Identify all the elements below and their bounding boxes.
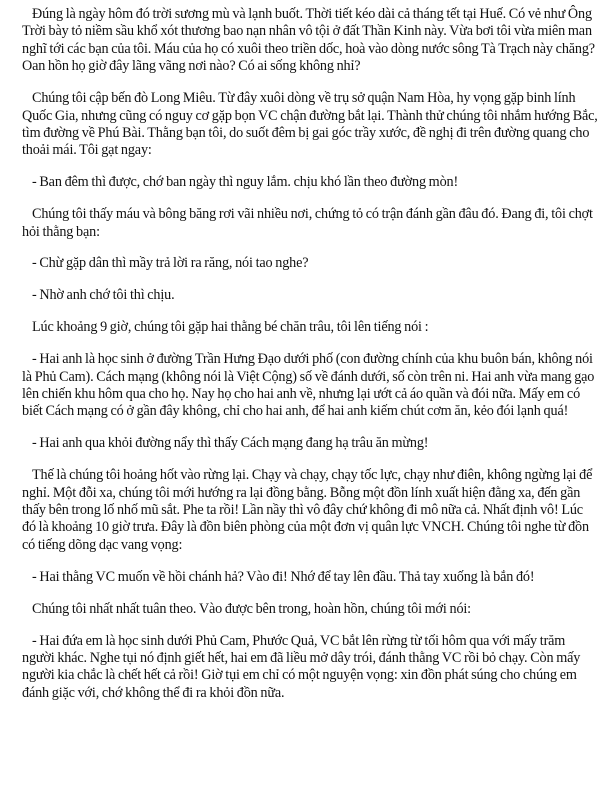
document-page	[22, 6, 598, 702]
paragraph-12: Chúng tôi nhất nhất tuân theo. Vào được bên trong, hoàn hồn, chúng tôi mới nói:	[32, 600, 471, 617]
paragraph-1: Đúng là ngày hôm đó trời sương mù và lạnh buốt. Thời tiết kéo dài cả tháng tết tại Huế. Có vẻ như Ông Trời bày tỏ niềm sầu khổ xót thương bao nạn nhân vô tội ở đất Thần Kinh này. Vừa bơi tôi vừa miên man nghĩ tới các bạn của tôi. Máu của họ có xuôi theo triền dốc, hoà vào dòng nước sông Tà Trạch này chăng? Oan hồn họ giờ đây lãng vãng nơi nào? Có ai sống không nhỉ?	[22, 6, 595, 75]
paragraph-3: - Ban đêm thì được, chớ ban ngày thì nguy lắm. chịu khó lần theo đường mòn!	[32, 174, 459, 191]
paragraph-2: Chúng tôi cập bến đò Long Miêu. Từ đây xuôi dòng về trụ sở quận Nam Hòa, hy vọng gặp binh lính Quốc Gia, nhưng cũng có nguy cơ gặp bọn VC chận đường bắt lại. Thành thử chúng tôi nhắm hướng Bắc, tìm đường về Phú Bài. Thằng bạn tôi, do suốt đêm bị gai góc trầy xước, đề nghị đi trên đường quang cho thoải mái. Tôi gạt ngay:	[22, 90, 598, 159]
paragraph-5: - Chừ gặp dân thì mầy trả lời ra răng, nói tao nghe?	[32, 255, 309, 272]
paragraph-10: Thế là chúng tôi hoảng hốt vào rừng lại. Chạy và chạy, chạy tốc lực, chạy như điên, không ngừng lại để nghỉ. Một đỗi xa, chúng tôi mới hướng ra lại đồng bằng. Bỗng một đồn lính xuất hiện đằng xa, đến gần thấy bên trong lố nhố mũ sắt. Phe ta rồi! Lần nầy thì vô đây chứ không đi mô nữa cả. Nhất định vô! Lúc đó là khoảng 10 giờ trưa. Đây là đồn biên phòng của một đơn vị quân lực VNCH. Chúng tôi nghe từ đồn có tiếng dõng dạc vang vọng:	[22, 467, 593, 553]
paragraph-4: Chúng tôi thấy máu và bông băng rơi vãi nhiều nơi, chứng tỏ có trận đánh gần đâu đó. Đang đi, tôi chợt hỏi thằng bạn:	[22, 206, 593, 240]
paragraph-11: - Hai thằng VC muốn về hồi chánh hả? Vào đi! Nhớ để tay lên đầu. Thả tay xuống là bắn đó!	[32, 568, 535, 585]
paragraph-13: - Hai đứa em là học sinh dưới Phủ Cam, Phước Quả, VC bắt lên rừng từ tối hôm qua với mấy trăm người khác. Nghe tụi nó định giết hết, hai em đã liều mở dây trói, đánh thằng VC rồi bỏ chạy. Còn mấy người kia chắc là chết hết cả rồi! Giờ tụi em chỉ có một nguyện vọng: xin đồn phát súng cho chúng em đánh giặc với, chớ không thể đi ra khỏi đồn nữa.	[22, 632, 581, 701]
paragraph-9: - Hai anh qua khỏi đường nẩy thì thấy Cách mạng đang hạ trâu ăn mừng!	[32, 435, 429, 452]
paragraph-6: - Nhờ anh chớ tôi thì chịu.	[32, 287, 175, 304]
paragraph-7: Lúc khoảng 9 giờ, chúng tôi gặp hai thằng bé chăn trâu, tôi lên tiếng nói :	[32, 319, 429, 336]
paragraph-8: - Hai anh là học sinh ở đường Trần Hưng Đạo dưới phố (con đường chính của khu buôn bán, không nói là Phủ Cam). Cách mạng (không nói là Việt Cộng) số về đánh dưới, số còn trên ni. Hai anh vừa mang gạo lên chiến khu hôm qua cho họ. Nay họ cho hai anh về, nhưng lại ướt cả áo quần và đói nữa. Mấy em có biết Cách mạng có ở gần đây không, chỉ cho hai anh, để hai anh kiếm chút cơm ăn, kẻo đói lạnh quá!	[22, 351, 595, 420]
